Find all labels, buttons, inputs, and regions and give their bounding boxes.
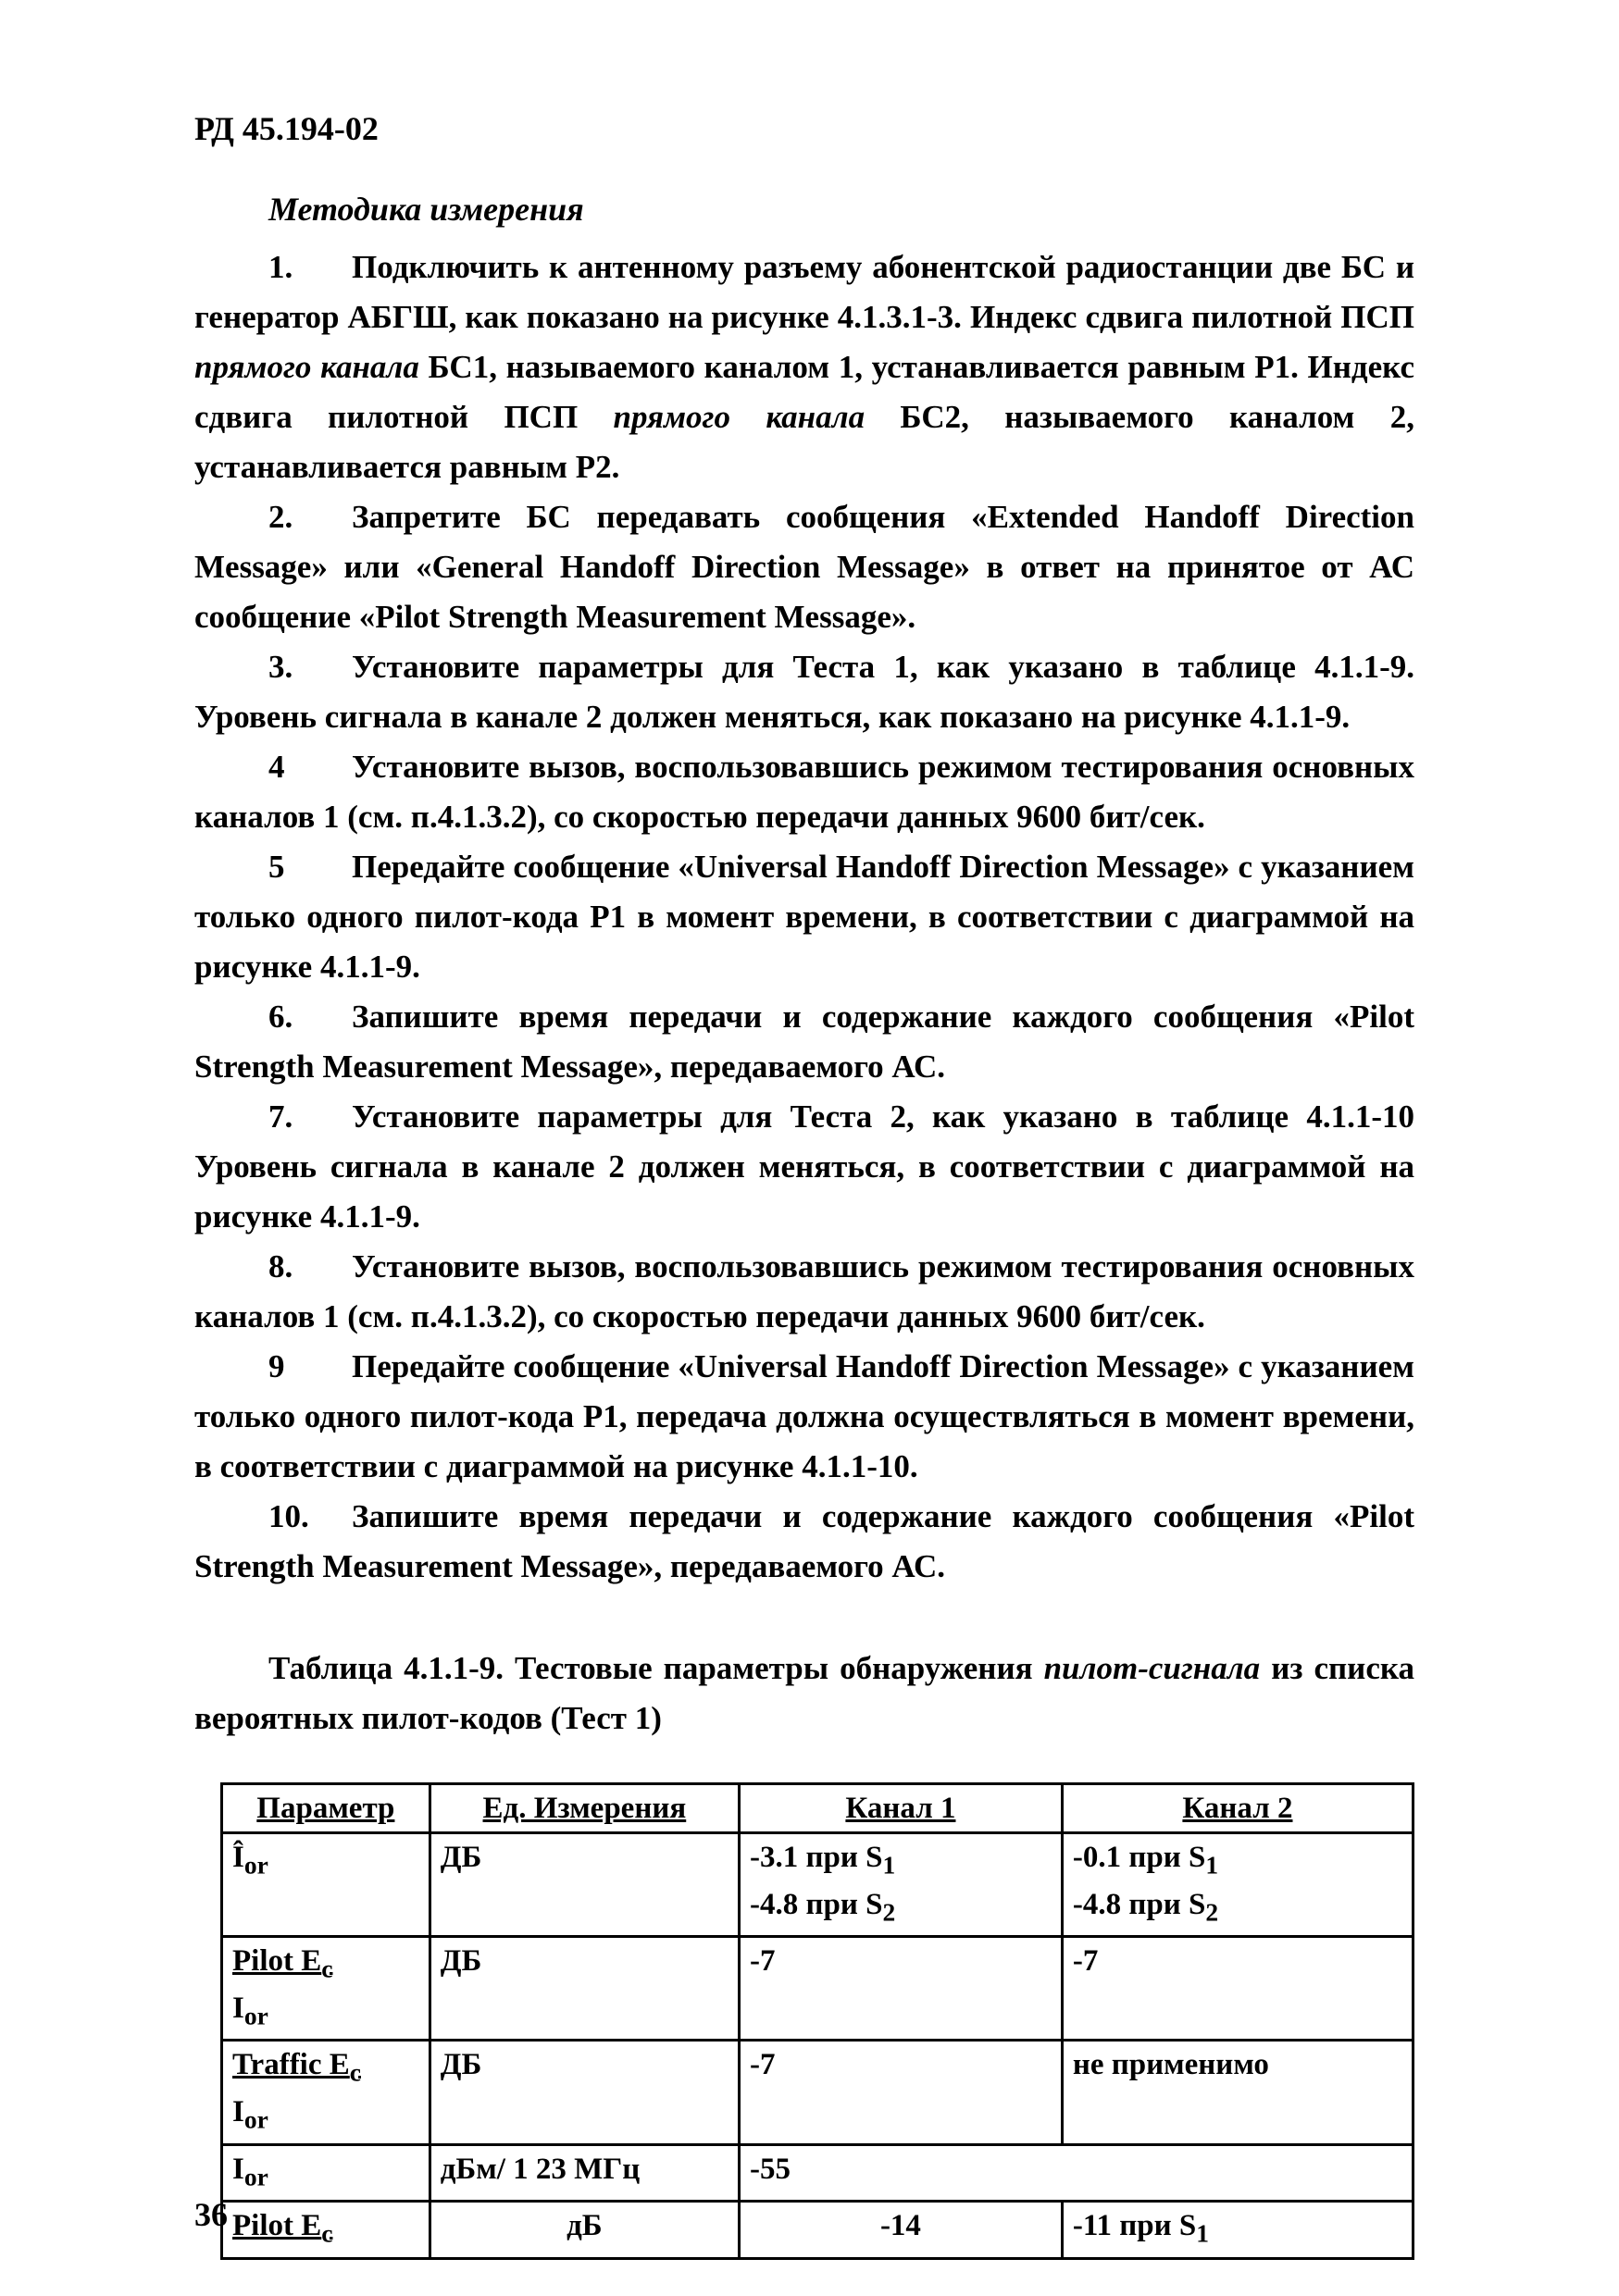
step-number: 5 bbox=[268, 849, 285, 885]
step-number: 4 bbox=[268, 749, 285, 785]
column-header: Канал 1 bbox=[740, 1784, 1063, 1833]
step-text: Установите вызов, воспользовавшись режимом тестирования основных каналов 1 (см. п.4.1.3.2), со скоростью передачи данных 9600 бит/сек. bbox=[194, 749, 1414, 835]
table-body bbox=[222, 1833, 1414, 2259]
step-number: 9 bbox=[268, 1348, 285, 1384]
measurement-steps bbox=[194, 242, 1414, 1592]
step-text: Запретите БС передавать сообщения «Extended Handoff Direction Message» или «General Handoff Direction Message» в ответ на принятое от АС сообщение «Pilot Strength Measurement Message». bbox=[194, 499, 1414, 635]
param-cell: $I_{or}$ bbox=[222, 2144, 430, 2202]
page-number: 36 bbox=[194, 2196, 228, 2233]
step-text: Установите параметры для Теста 1, как указано в таблице 4.1.1-9. Уровень сигнала в канале 2 должен меняться, как показано на рисунке 4.1.1-9. bbox=[194, 649, 1414, 735]
step-paragraph bbox=[194, 842, 1414, 992]
step-paragraph bbox=[194, 992, 1414, 1092]
step-number: 1. bbox=[268, 249, 293, 285]
step-text: Запишите время передачи и содержание каждого сообщения «Pilot Strength Measurement Message», передаваемого АС. bbox=[194, 1498, 1414, 1584]
step-paragraph bbox=[194, 642, 1414, 742]
unit-cell: ДБ bbox=[430, 1833, 739, 1937]
step-text: Запишите время передачи и содержание каждого сообщения «Pilot Strength Measurement Message», передаваемого АС. bbox=[194, 999, 1414, 1085]
unit-cell: ДБ bbox=[430, 1937, 739, 2041]
channel2-cell: -11 при $S_1$ bbox=[1062, 2202, 1413, 2259]
channel1-cell: -14 bbox=[740, 2202, 1063, 2259]
unit-cell: дБ bbox=[430, 2202, 739, 2259]
channel-cell: -55 bbox=[740, 2144, 1414, 2202]
channel2-cell: не применимо bbox=[1062, 2041, 1413, 2144]
column-header: Канал 2 bbox=[1062, 1784, 1413, 1833]
column-header: Параметр bbox=[222, 1784, 430, 1833]
table-row bbox=[222, 2202, 1414, 2259]
param-cell: $Î_{or}$ bbox=[222, 1833, 430, 1937]
unit-cell: дБм/ 1 23 МГц bbox=[430, 2144, 739, 2202]
channel1-cell: -3.1 при $S_1$ -4.8 при $S_2$ bbox=[740, 1833, 1063, 1937]
table-row bbox=[222, 1833, 1414, 1937]
document-code: РД 45.194-02 bbox=[194, 110, 379, 147]
table-row bbox=[222, 1937, 1414, 2041]
step-number: 7. bbox=[268, 1098, 293, 1135]
param-cell: Pilot $E_c$ bbox=[222, 2202, 430, 2259]
param-cell: Pilot $E_c$ $I_{or}$ bbox=[222, 1937, 430, 2041]
step-text: Передайте сообщение «Universal Handoff Direction Message» с указанием только одного пилот-кода P1, передача должна осуществляться в момент времени, в соответствии с диаграммой на рисунке 4.1.1-10. bbox=[194, 1348, 1414, 1484]
step-paragraph bbox=[194, 1092, 1414, 1242]
step-paragraph bbox=[194, 742, 1414, 842]
step-number: 2. bbox=[268, 499, 293, 535]
channel1-cell: -7 bbox=[740, 2041, 1063, 2144]
section-title: Методика измерения bbox=[268, 191, 584, 228]
step-text: Установите вызов, воспользовавшись режимом тестирования основных каналов 1 (см. п.4.1.3.2), со скоростью передачи данных 9600 бит/сек. bbox=[194, 1248, 1414, 1334]
step-number: 6. bbox=[268, 999, 293, 1035]
step-text: Подключить к антенному разъему абонентской радиостанции две БС и генератор АБГШ, как показано на рисунке 4.1.3.1-3. Индекс сдвига пилотной ПСП прямого канала БС1, называемого каналом 1, устанавливается равным P1. Индекс сдвига пилотной ПСП прямого канала БС2, называемого каналом 2, устанавливается равным P2. bbox=[194, 249, 1414, 485]
channel2-cell: -0.1 при $S_1$ -4.8 при $S_2$ bbox=[1062, 1833, 1413, 1937]
table-caption: Таблица 4.1.1-9. Тестовые параметры обнаружения пилот-сигнала из списка вероятных пилот-кодов (Тест 1) bbox=[194, 1650, 1414, 1736]
param-cell: Traffic $E_c$ $I_{or}$ bbox=[222, 2041, 430, 2144]
table-header-row bbox=[222, 1784, 1414, 1833]
step-paragraph bbox=[194, 242, 1414, 492]
step-paragraph bbox=[194, 492, 1414, 642]
parameters-table bbox=[220, 1782, 1414, 2260]
table-row bbox=[222, 2041, 1414, 2144]
channel1-cell: -7 bbox=[740, 1937, 1063, 2041]
step-paragraph bbox=[194, 1342, 1414, 1492]
step-paragraph bbox=[194, 1492, 1414, 1592]
step-text: Установите параметры для Теста 2, как указано в таблице 4.1.1-10 Уровень сигнала в канале 2 должен меняться, в соответствии с диаграммой на рисунке 4.1.1-9. bbox=[194, 1098, 1414, 1235]
step-number: 8. bbox=[268, 1248, 293, 1285]
step-text: Передайте сообщение «Universal Handoff Direction Message» с указанием только одного пилот-кода P1 в момент времени, в соответствии с диаграммой на рисунке 4.1.1-9. bbox=[194, 849, 1414, 985]
step-number: 3. bbox=[268, 649, 293, 685]
step-number: 10. bbox=[268, 1498, 309, 1534]
step-paragraph bbox=[194, 1242, 1414, 1342]
channel2-cell: -7 bbox=[1062, 1937, 1413, 2041]
table-row bbox=[222, 2144, 1414, 2202]
unit-cell: ДБ bbox=[430, 2041, 739, 2144]
column-header: Ед. Измерения bbox=[430, 1784, 739, 1833]
